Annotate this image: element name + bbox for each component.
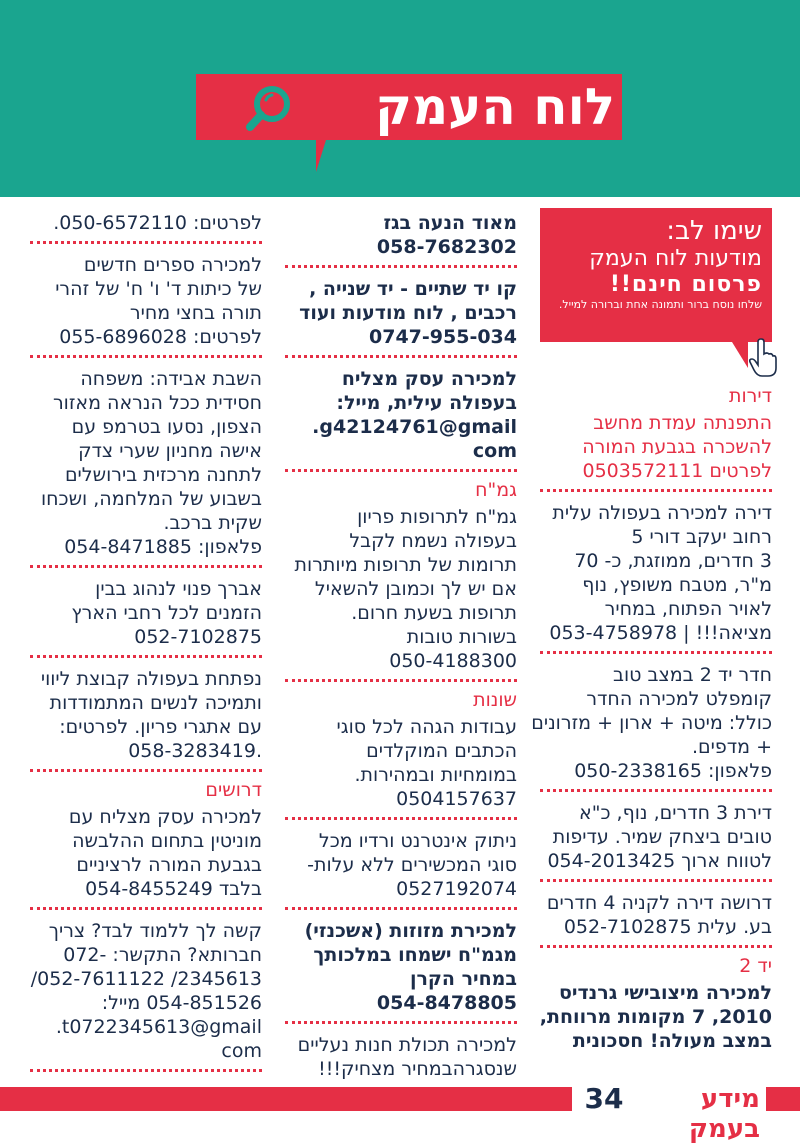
right-column	[531, 208, 772, 1065]
free-ad-notice	[540, 208, 772, 342]
category-misc: שונות	[473, 689, 517, 711]
title-bubble-tail	[316, 140, 326, 172]
notice-heading: שימו לב:	[666, 216, 762, 246]
category-apartments: דירות	[728, 385, 772, 407]
page-number: 34	[584, 1082, 624, 1115]
list-item: דירת 3 חדרים, נוף, כ"א טובים ביצחק שמיר. עדיפות לטווח ארוך 054-2013425	[540, 798, 772, 882]
list-item: למכירה עסק מצליח עם מוניטין בתחום ההלבשה בגבעת המורה לרציניים בלבד 054-8455249	[30, 802, 262, 910]
middle-column	[285, 208, 517, 1093]
notice-tail	[732, 342, 748, 368]
list-item: למכירת מזוזות (אשכנזי) מגמ"ח ישמחו במלכותך במחיר הקרן 054-8478805	[285, 916, 517, 1024]
pointer-hand-icon	[748, 338, 778, 378]
list-item: למכירה תכולת חנות נעליים שנסגרהבמחיר מצחיק!!!	[297, 1034, 517, 1080]
list-item: למכירה עסק מצליח בעפולה עילית, מייל: g42124761@gmail. com	[285, 364, 517, 472]
category-gemach: גמ"ח	[475, 479, 517, 501]
list-item: דרושה דירה לקניה 4 חדרים בע. עלית 052-7102875	[540, 888, 772, 948]
list-item: לפרטים: 050-6572110.	[30, 208, 262, 244]
category-used-items: יד 2	[739, 955, 772, 977]
list-item: למכירה ספרים חדשים של כיתות ד' ו' ח' של זהרי תורה בחצי מחיר לפרטים: 055-6896028	[30, 250, 262, 358]
list-item: השבת אבידה: משפחה חסידית ככל הנראה מאזור הצפון, נסעו בטרמפ עם אישה מחניון שערי צדק לתחנה מרכזית בירושלים בשבוע של המלחמה, ושכחו שקית ברכב. פלאפון: 054-8471885	[30, 364, 262, 568]
list-item: קו יד שתיים - יד שנייה , רכבים , לוח מודעות ועוד 0747-955-034	[285, 274, 517, 358]
list-item: אברך פנוי לנהוג בבין הזמנים לכל רחבי הארץ 052-7102875	[30, 574, 262, 658]
magnifier-icon	[240, 80, 300, 136]
footer-brand: מידע בעמק	[688, 1084, 760, 1144]
list-item: דירה למכירה בעפולה עלית רחוב יעקב דורי 5 3 חדרים, ממוזגת, כ- 70 מ"ר, מטבח משופץ, נוף לאויר הפתוח, במחיר מציאה!!! | 053-4758978	[540, 498, 772, 654]
left-column	[30, 208, 262, 1078]
notice-subheading: מודעות לוח העמק	[589, 246, 762, 271]
list-item: התפנתה עמדת מחשב להשכרה בגבעת המורה לפרטים 0503572111	[540, 408, 772, 492]
list-item: למכירה מיצובישי גרנדיס 2010, 7 מקומות מרווחת, במצב מעולה! חסכונית	[539, 982, 772, 1052]
category-wanted: דרושים	[205, 779, 262, 801]
list-item: קשה לך ללמוד לבד? צריך חברותא? התקשר: -072 2345613/ 052-7611122/ 054-851526 מייל: t0722345613@gmail. com	[30, 916, 262, 1072]
notice-instructions: שלחו נוסח ברור ותמונה אחת וברורה למייל.	[558, 298, 762, 311]
list-item: חדר יד 2 במצב טוב קומפלט למכירה החדר כולל: מיטה + ארון + מזרונים + מדפים. פלאפון: 050-2338165	[540, 660, 772, 792]
list-item: נפתחת בעפולה קבוצת ליווי ותמיכה לנשים המתמודדות עם אתגרי פריון. לפרטים: .058-3283419	[30, 664, 262, 772]
notice-free-text: פרסום חינם!!	[609, 272, 762, 297]
list-item: ניתוק אינטרנט ורדיו מכל סוגי המכשירים ללא עלות- 0527192074	[285, 826, 517, 910]
list-item: גמ"ח לתרופות פריון בעפולה נשמח לקבל תרומות של תרופות מיותרות אם יש לך וכמובן להשאיל תרופות בשעת חרום. בשורות טובות 050-4188300	[285, 502, 517, 682]
list-item: מאוד הנעה בגז 058-7682302	[285, 208, 517, 268]
list-item: עבודות הגהה לכל סוגי הכתבים המוקלדים במומחיות ובמהירות. 0504157637	[285, 712, 517, 820]
page-title: לוח העמק	[375, 78, 615, 136]
